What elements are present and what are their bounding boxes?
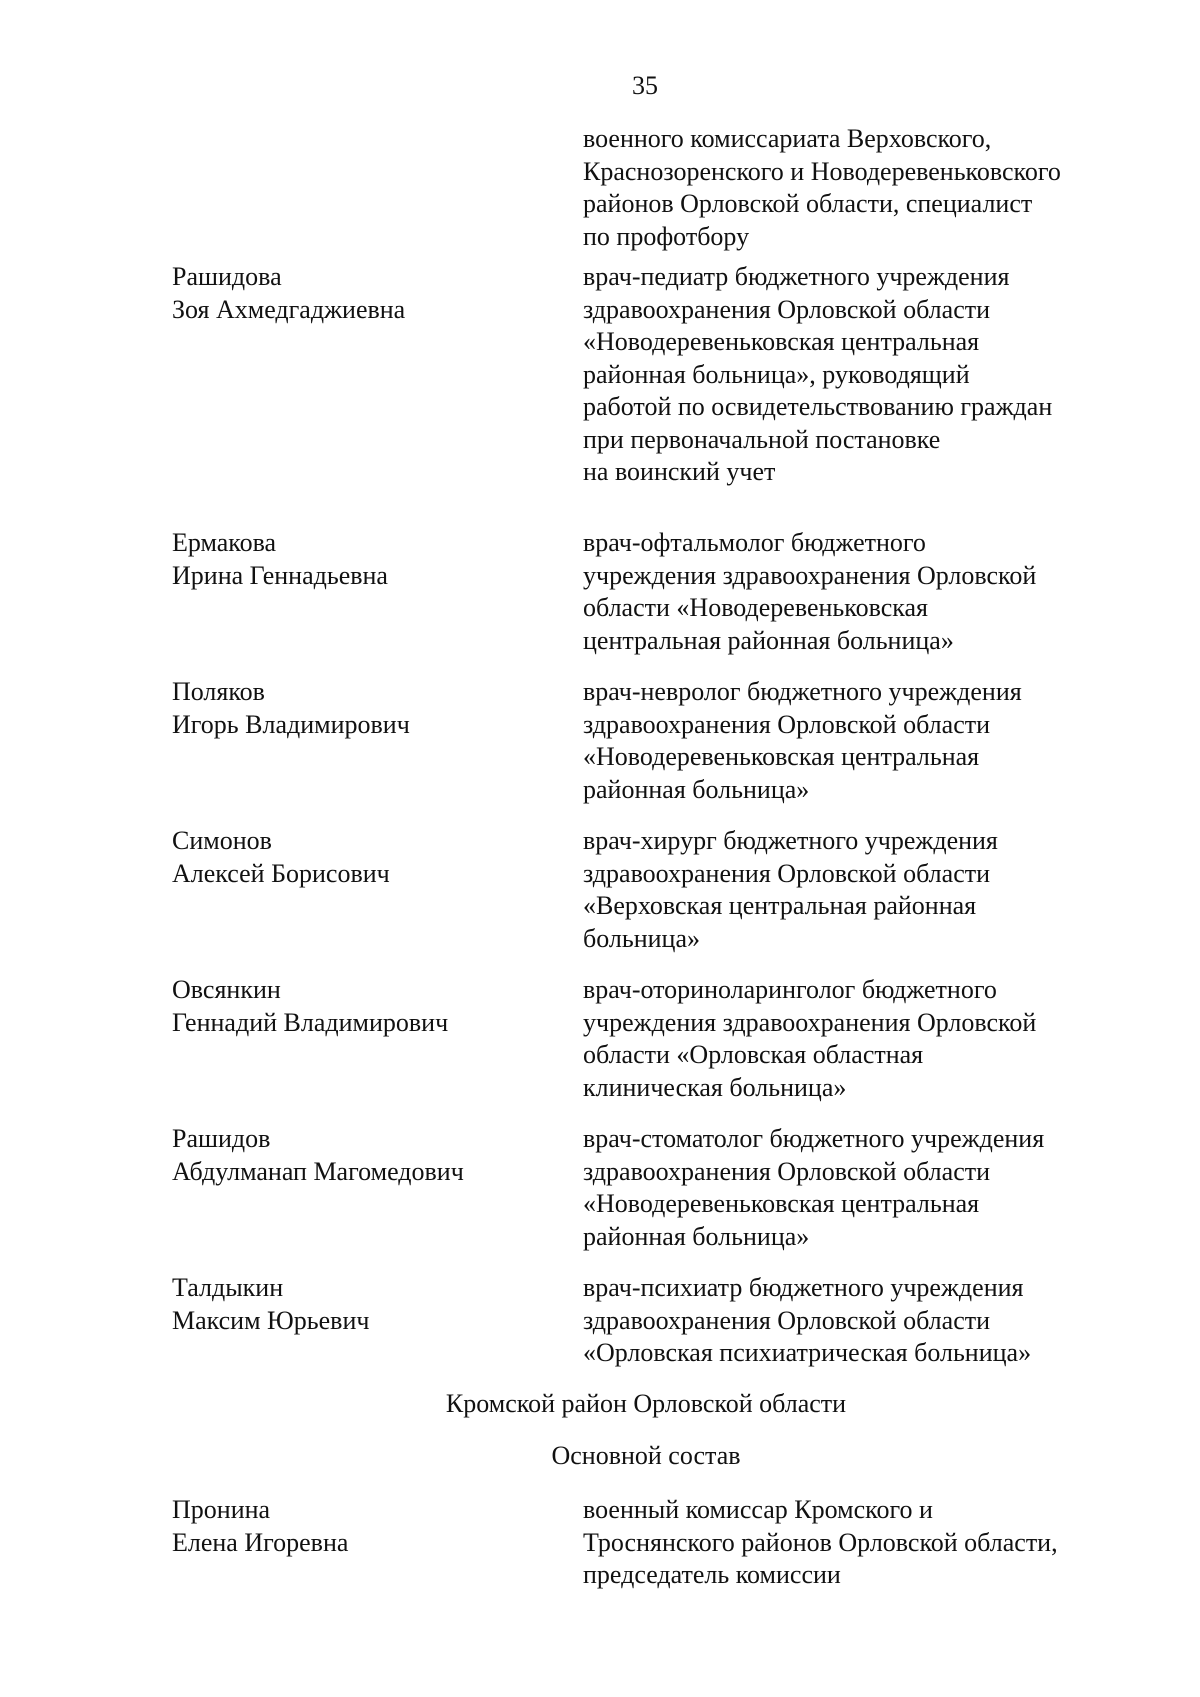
role-line: районов Орловской области, специалист: [583, 189, 1033, 218]
member-given-names: Ирина Геннадьевна: [172, 560, 388, 590]
role-line: «Новодеревеньковская центральная: [583, 1189, 980, 1218]
member-surname: Симонов: [172, 826, 272, 855]
role-line: области «Орловская областная: [583, 1040, 924, 1069]
composition-heading: Основной состав: [551, 1441, 741, 1470]
role-line: врач-хирург бюджетного учреждения: [583, 826, 998, 855]
member-given-names: Зоя Ахмедгаджиевна: [172, 294, 406, 324]
member-given-names: Елена Игоревна: [172, 1527, 349, 1557]
member-name: [172, 825, 572, 890]
member-role: [583, 123, 1133, 253]
member-surname: Талдыкин: [172, 1273, 284, 1302]
member-name: [172, 676, 572, 741]
district-heading: Кромской район Орловской области: [445, 1389, 847, 1418]
member-name: [172, 1494, 572, 1559]
role-line: врач-педиатр бюджетного учреждения: [583, 262, 1010, 291]
role-line: здравоохранения Орловской области: [583, 858, 991, 888]
member-role: [583, 1272, 1133, 1370]
member-role: [583, 1123, 1133, 1253]
member-surname: Рашидов: [172, 1124, 271, 1153]
role-line: «Верховская центральная районная: [583, 891, 977, 920]
role-line: Троснянского районов Орловской области,: [583, 1527, 1058, 1557]
role-line: военный комиссар Кромского и: [583, 1495, 933, 1524]
role-line: здравоохранения Орловской области: [583, 709, 991, 739]
member-role: [583, 974, 1133, 1104]
member-role: [583, 261, 1133, 489]
role-line: районная больница»: [583, 774, 810, 804]
role-line: «Орловская психиатрическая больница»: [583, 1338, 1032, 1367]
member-name: [172, 974, 572, 1039]
role-line: здравоохранения Орловской области: [583, 1305, 991, 1335]
role-line: врач-невролог бюджетного учреждения: [583, 677, 1022, 706]
role-line: врач-офтальмолог бюджетного: [583, 528, 926, 557]
role-line: здравоохранения Орловской области: [583, 294, 991, 324]
member-surname: Пронина: [172, 1495, 271, 1524]
role-line: центральная районная больница»: [583, 625, 954, 655]
role-line: председатель комиссии: [583, 1560, 841, 1589]
role-line: военного комиссариата Верховского,: [583, 124, 992, 153]
member-role: [583, 676, 1133, 806]
member-name: [172, 1272, 572, 1337]
member-role: [583, 1494, 1133, 1592]
member-role: [583, 825, 1133, 955]
role-line: «Новодеревеньковская центральная: [583, 327, 980, 356]
member-name: [172, 1123, 572, 1188]
member-name: [172, 527, 572, 592]
role-line: области «Новодеревеньковская: [583, 593, 928, 622]
role-line: учреждения здравоохранения Орловской: [583, 560, 1037, 590]
role-line: учреждения здравоохранения Орловской: [583, 1007, 1037, 1037]
page-number: 35: [632, 71, 658, 100]
member-given-names: Алексей Борисович: [172, 858, 390, 888]
role-line: врач-психиатр бюджетного учреждения: [583, 1273, 1024, 1302]
member-given-names: Геннадий Владимирович: [172, 1007, 449, 1037]
role-line: Краснозоренского и Новодеревеньковского: [583, 156, 1061, 186]
role-line: районная больница»: [583, 1221, 810, 1251]
member-given-names: Игорь Владимирович: [172, 709, 410, 739]
member-surname: Поляков: [172, 677, 265, 706]
member-surname: Овсянкин: [172, 975, 281, 1004]
role-line: районная больница», руководящий: [583, 359, 970, 389]
role-line: по профотбору: [583, 221, 750, 251]
role-line: врач-стоматолог бюджетного учреждения: [583, 1124, 1045, 1153]
member-role: [583, 527, 1133, 657]
role-line: больница»: [583, 923, 700, 953]
member-given-names: Максим Юрьевич: [172, 1305, 370, 1335]
member-given-names: Абдулманап Магомедович: [172, 1156, 464, 1186]
member-surname: Рашидова: [172, 262, 282, 291]
role-line: на воинский учет: [583, 457, 776, 486]
role-line: клиническая больница»: [583, 1072, 847, 1102]
role-line: работой по освидетельствованию граждан: [583, 392, 1053, 421]
role-line: здравоохранения Орловской области: [583, 1156, 991, 1186]
member-name: [172, 261, 572, 326]
role-line: «Новодеревеньковская центральная: [583, 742, 980, 771]
role-line: при первоначальной постановке: [583, 424, 941, 454]
member-surname: Ермакова: [172, 528, 277, 557]
role-line: врач-оториноларинголог бюджетного: [583, 975, 997, 1004]
